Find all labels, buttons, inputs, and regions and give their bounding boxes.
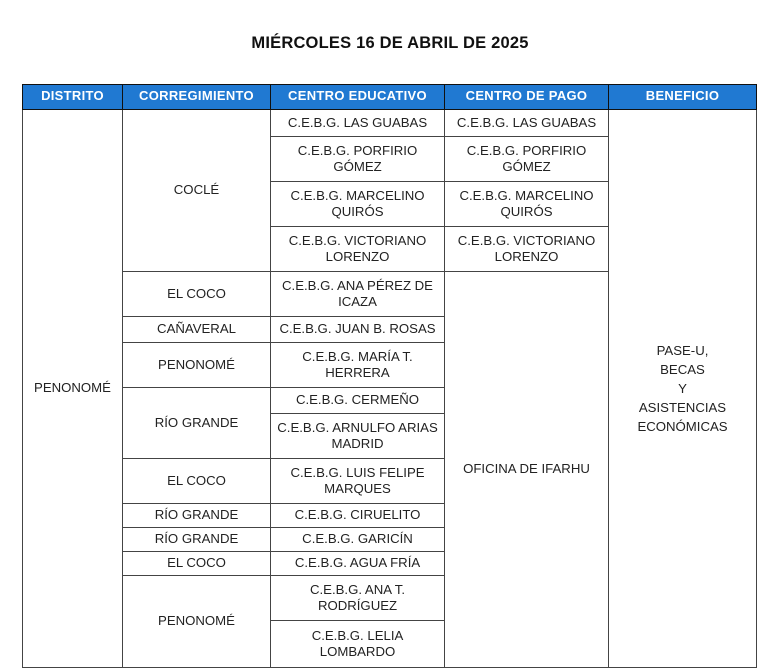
- table-header-row: [23, 85, 757, 110]
- cell-corregimiento: [123, 503, 271, 527]
- cell-centro-educativo: [271, 620, 445, 667]
- column-header-centro-de-pago: CENTRO DE PAGO: [445, 85, 609, 110]
- centro-educativo-label: C.E.B.G. ANA T. RODRÍGUEZ: [309, 581, 406, 613]
- cell-centro-educativo: [271, 503, 445, 527]
- cell-centro-educativo: [271, 271, 445, 316]
- distrito-label: PENONOMÉ: [34, 380, 111, 396]
- cell-centro-de-pago: [445, 181, 609, 226]
- centro-educativo-label: C.E.B.G. MARÍA T. HERRERA: [302, 348, 413, 380]
- cell-centro-educativo: [271, 226, 445, 271]
- corregimiento-label: RÍO GRANDE: [154, 414, 239, 430]
- centro-educativo-label: C.E.B.G. MARCELINO QUIRÓS: [290, 187, 425, 219]
- corregimiento-label: RÍO GRANDE: [154, 507, 239, 523]
- cell-centro-educativo: [271, 136, 445, 181]
- corregimiento-label: CAÑAVERAL: [157, 321, 236, 337]
- centro-educativo-label: C.E.B.G. AGUA FRÍA: [294, 555, 421, 571]
- cell-centro-educativo: [271, 551, 445, 575]
- centro-educativo-label: C.E.B.G. LUIS FELIPE MARQUES: [290, 464, 425, 496]
- cell-corregimiento: [123, 109, 271, 271]
- corregimiento-label: EL COCO: [167, 285, 226, 301]
- schedule-table-container: [22, 84, 756, 668]
- column-header-distrito: DISTRITO: [23, 85, 123, 110]
- schedule-table: [22, 84, 757, 668]
- centro-de-pago-shared-label: OFICINA DE IFARHU: [463, 461, 590, 477]
- table-row: [23, 109, 757, 136]
- cell-centro-de-pago: [445, 109, 609, 136]
- centro-de-pago-label: C.E.B.G. PORFIRIO GÓMEZ: [466, 142, 587, 174]
- cell-corregimiento: [123, 551, 271, 575]
- cell-centro-educativo: [271, 575, 445, 620]
- table-body: [23, 109, 757, 667]
- corregimiento-label: PENONOMÉ: [158, 356, 235, 372]
- cell-corregimiento: [123, 387, 271, 458]
- centro-educativo-label: C.E.B.G. PORFIRIO GÓMEZ: [297, 142, 418, 174]
- table-header: [23, 85, 757, 110]
- cell-corregimiento: [123, 316, 271, 342]
- cell-centro-educativo: [271, 458, 445, 503]
- cell-centro-de-pago-merged: [445, 271, 609, 667]
- cell-distrito: [23, 109, 123, 667]
- column-header-centro-educativo: CENTRO EDUCATIVO: [271, 85, 445, 110]
- cell-corregimiento: [123, 575, 271, 667]
- cell-centro-educativo: [271, 109, 445, 136]
- corregimiento-label: RÍO GRANDE: [154, 531, 239, 547]
- cell-centro-educativo: [271, 413, 445, 458]
- cell-beneficio: [609, 109, 757, 667]
- centro-educativo-label: C.E.B.G. LAS GUABAS: [287, 114, 428, 130]
- cell-corregimiento: [123, 458, 271, 503]
- cell-corregimiento: [123, 271, 271, 316]
- centro-educativo-label: C.E.B.G. VICTORIANO LORENZO: [288, 232, 427, 264]
- centro-educativo-label: C.E.B.G. GARICÍN: [302, 531, 413, 547]
- centro-educativo-label: C.E.B.G. CIRUELITO: [294, 507, 421, 523]
- cell-centro-educativo: [271, 181, 445, 226]
- cell-corregimiento: [123, 342, 271, 387]
- corregimiento-label: PENONOMÉ: [158, 613, 235, 629]
- cell-centro-de-pago: [445, 136, 609, 181]
- cell-centro-educativo: [271, 387, 445, 413]
- cell-corregimiento: [123, 527, 271, 551]
- cell-centro-educativo: [271, 342, 445, 387]
- corregimiento-label: COCLÉ: [173, 182, 220, 198]
- centro-de-pago-label: C.E.B.G. MARCELINO QUIRÓS: [459, 187, 594, 219]
- corregimiento-label: EL COCO: [167, 472, 226, 488]
- centro-de-pago-label: C.E.B.G. LAS GUABAS: [456, 114, 597, 130]
- centro-educativo-label: C.E.B.G. JUAN B. ROSAS: [279, 321, 436, 337]
- centro-educativo-label: C.E.B.G. ARNULFO ARIAS MADRID: [277, 419, 438, 451]
- cell-centro-educativo: [271, 527, 445, 551]
- corregimiento-label: EL COCO: [167, 555, 226, 571]
- cell-centro-de-pago: [445, 226, 609, 271]
- centro-educativo-label: C.E.B.G. ANA PÉREZ DE ICAZA: [282, 277, 433, 309]
- centro-educativo-label: C.E.B.G. LELIA LOMBARDO: [311, 627, 404, 659]
- column-header-beneficio: BENEFICIO: [609, 85, 757, 110]
- centro-educativo-label: C.E.B.G. CERMEÑO: [295, 392, 420, 408]
- page-title: MIÉRCOLES 16 DE ABRIL DE 2025: [251, 34, 529, 52]
- column-header-corregimiento: CORREGIMIENTO: [123, 85, 271, 110]
- cell-centro-educativo: [271, 316, 445, 342]
- centro-de-pago-label: C.E.B.G. VICTORIANO LORENZO: [457, 232, 596, 264]
- beneficio-label: PASE-U, BECAS Y ASISTENCIAS ECONÓMICAS: [637, 342, 728, 435]
